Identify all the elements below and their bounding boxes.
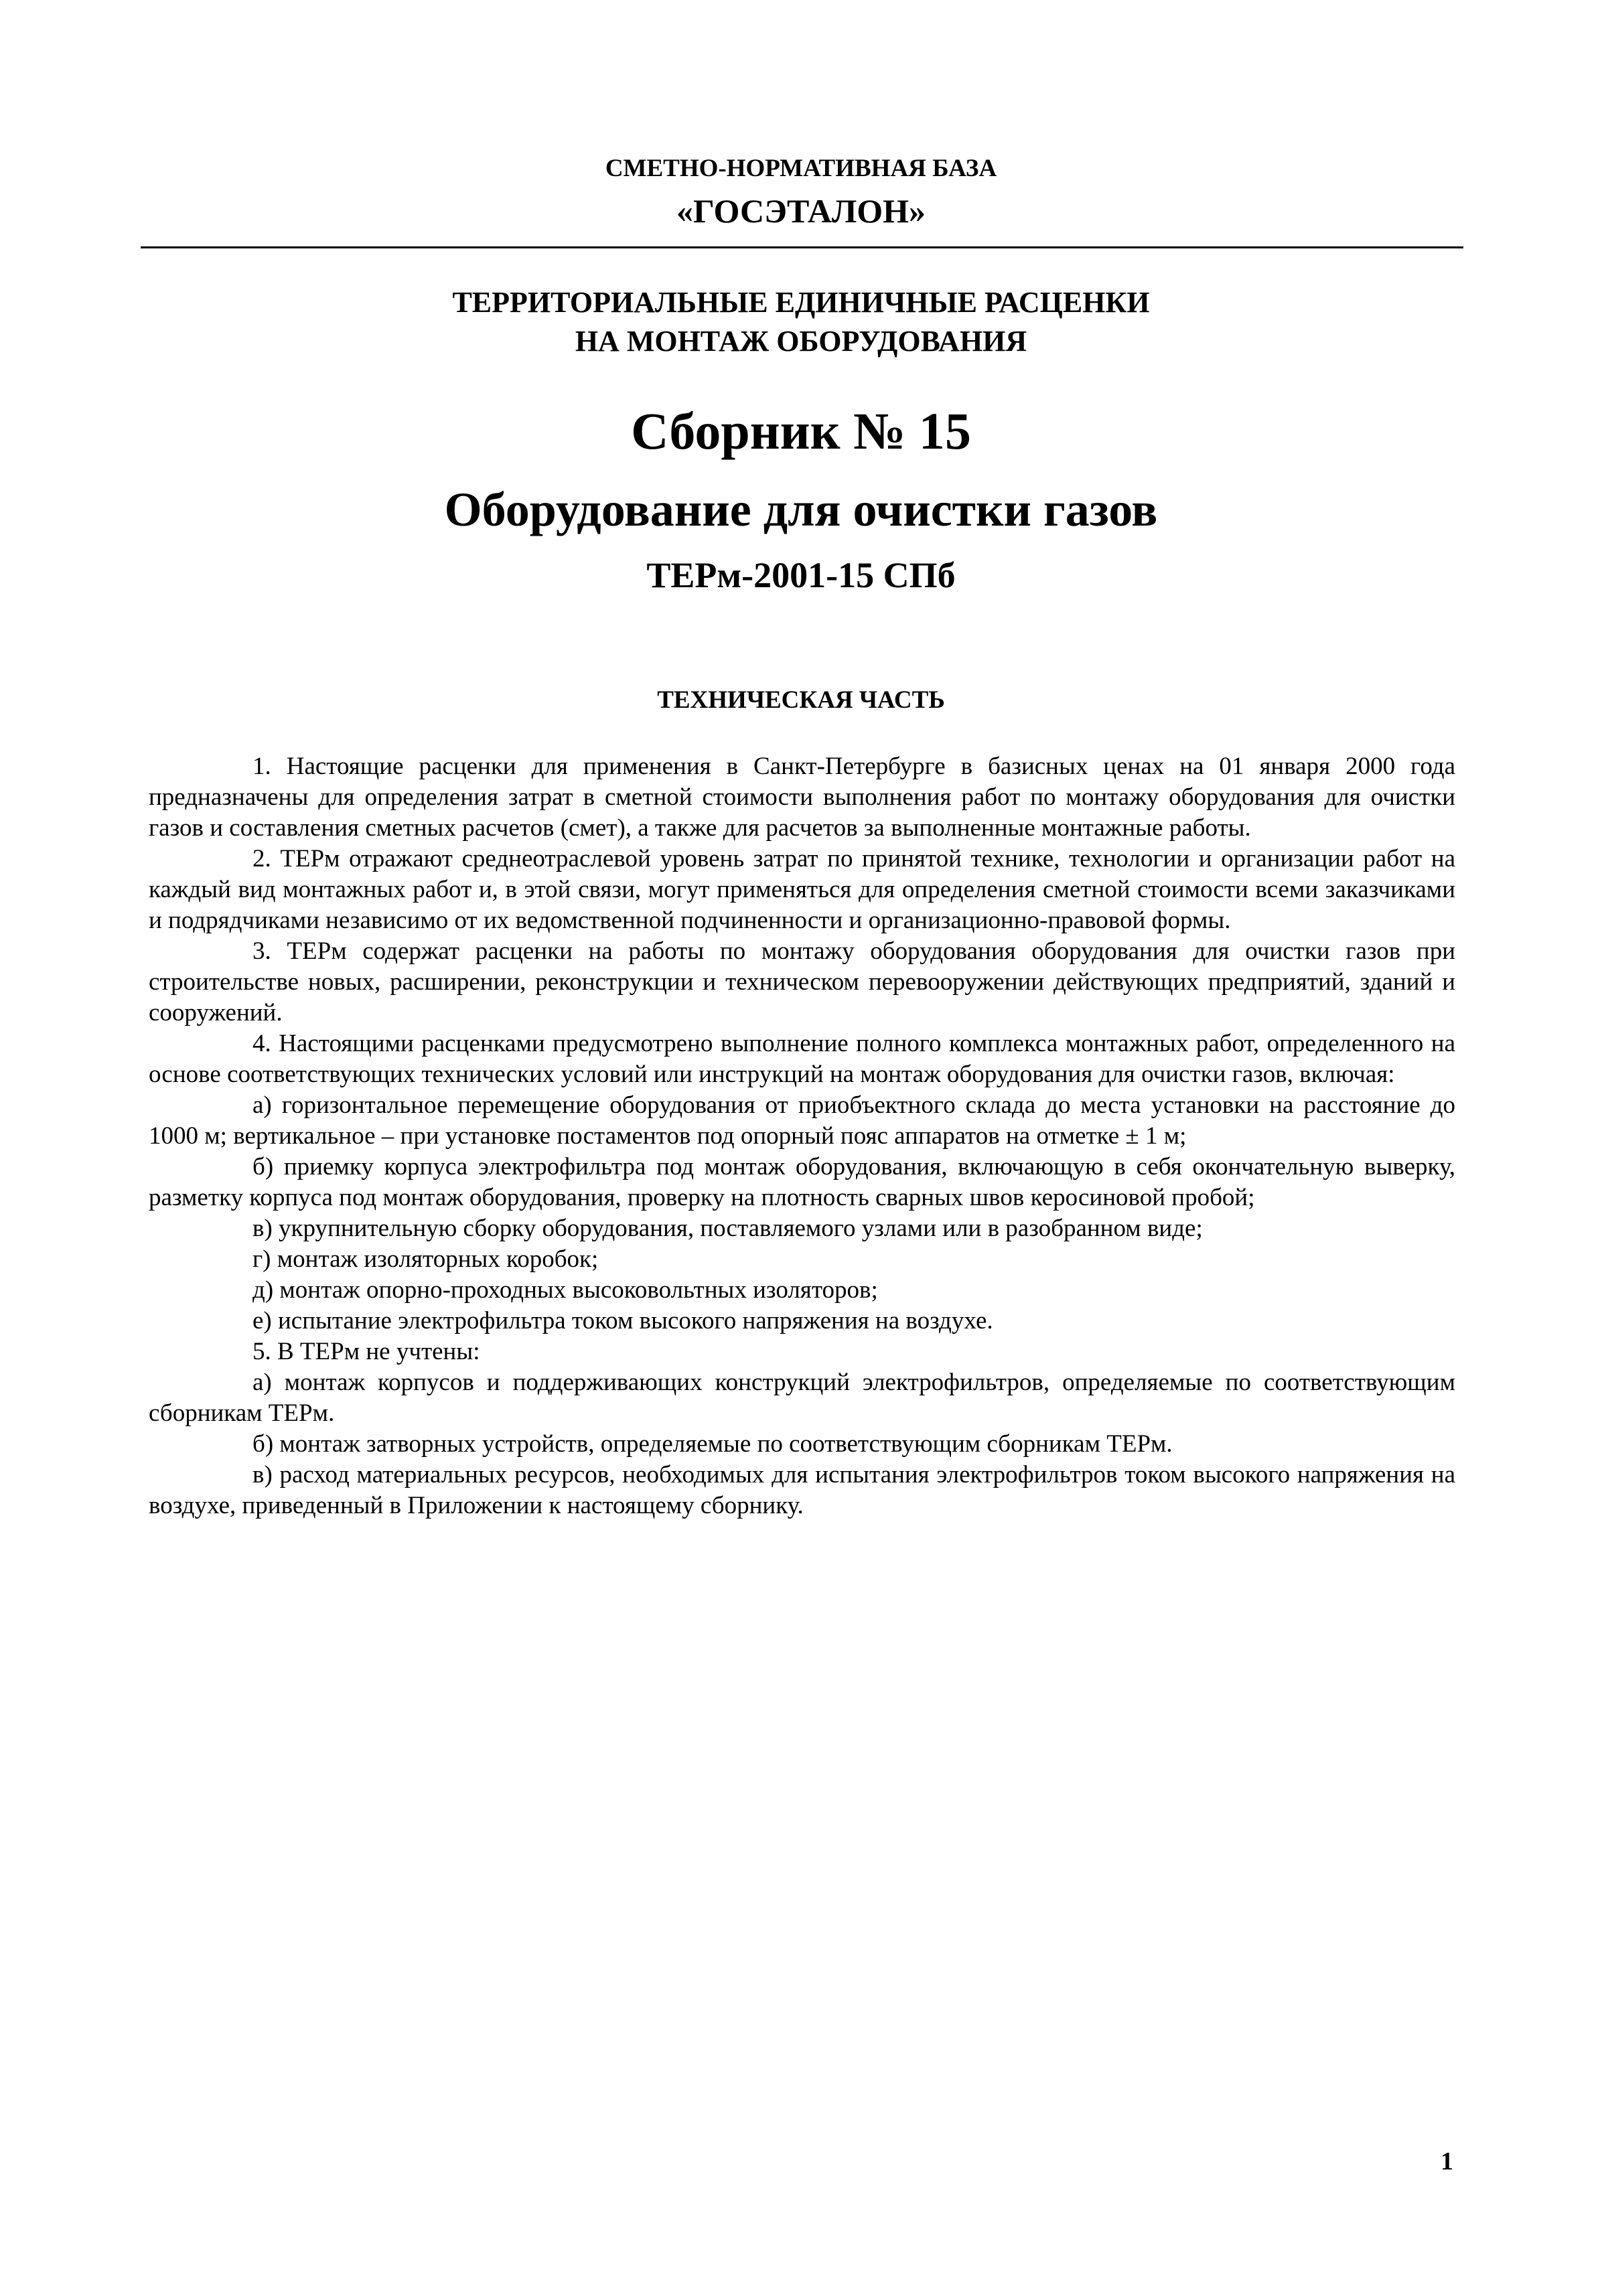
collection-code: ТЕРм-2001-15 СПб: [646, 555, 956, 595]
paragraph-1: 1. Настоящие расценки для применения в Санкт-Петербурге в базисных ценах на 01 января 2000 года предназначены для определения затрат в сметной стоимости выполнения работ по монтажу оборудования для очистки газов и составления сметных расчетов (смет), а также для расчетов за выполненные монтажные работы.: [149, 753, 1455, 842]
paragraph-4-item-a: а) горизонтальное перемещение оборудования от приобъектного склада до места установки на расстояние до 1000 м; вертикальное – при установке постаментов под опорный пояс аппаратов на отметке ± 1 м;: [149, 1091, 1455, 1150]
document-title-line-2: НА МОНТАЖ ОБОРУДОВАНИЯ: [575, 325, 1027, 358]
header-brand-name: «ГОСЭТАЛОН»: [676, 192, 926, 230]
header-base-title: СМЕТНО-НОРМАТИВНАЯ БАЗА: [605, 155, 997, 182]
paragraph-5-item-c: в) расход материальных ресурсов, необходимых для испытания электрофильтров током высокого напряжения на воздухе, приведенный в Приложении к настоящему сборнику.: [149, 1461, 1455, 1519]
technical-part-body: [149, 751, 1455, 1521]
collection-name: Оборудование для очистки газов: [444, 483, 1158, 536]
paragraph-5-item-a: а) монтаж корпусов и поддерживающих конструкций электрофильтров, определяемые по соответствующим сборникам ТЕРм.: [149, 1369, 1455, 1427]
document-title-line-1: ТЕРРИТОРИАЛЬНЫЕ ЕДИНИЧНЫЕ РАСЦЕНКИ: [452, 286, 1150, 319]
paragraph-4-item-b: б) приемку корпуса электрофильтра под монтаж оборудования, включающую в себя окончательную выверку, разметку корпуса под монтаж оборудования, проверку на плотность сварных швов керосиновой пробой;: [149, 1153, 1455, 1211]
paragraph-4-item-f: е) испытание электрофильтра током высокого напряжения на воздухе.: [252, 1307, 993, 1334]
paragraph-4-item-c: в) укрупнительную сборку оборудования, поставляемого узлами или в разобранном виде;: [252, 1215, 1203, 1242]
paragraph-2: 2. ТЕРм отражают среднеотраслевой уровень затрат по принятой технике, технологии и организации работ на каждый вид монтажных работ и, в этой связи, могут применяться для определения сметной стоимости всеми заказчиками и подрядчиками независимо от их ведомственной подчиненности и организационно-правовой формы.: [149, 845, 1455, 934]
collection-number: Сборник № 15: [631, 402, 971, 460]
section-title: ТЕХНИЧЕСКАЯ ЧАСТЬ: [657, 686, 945, 714]
paragraph-3: 3. ТЕРм содержат расценки на работы по монтажу оборудования оборудования для очистки газов при строительстве новых, расширении, реконструкции и техническом перевооружении действующих предприятий, зданий и сооружений.: [149, 937, 1455, 1026]
page-number: 1: [1441, 2147, 1453, 2175]
header-divider: [141, 246, 1463, 248]
paragraph-4: 4. Настоящими расценками предусмотрено выполнение полного комплекса монтажных работ, определенного на основе соответствующих технических условий или инструкций на монтаж оборудования для очистки газов, включая:: [149, 1030, 1455, 1088]
paragraph-4-item-e: д) монтаж опорно-проходных высоковольтных изоляторов;: [252, 1276, 878, 1304]
paragraph-5: 5. В ТЕРм не учтены:: [252, 1338, 480, 1365]
paragraph-5-item-b: б) монтаж затворных устройств, определяемые по соответствующим сборникам ТЕРм.: [252, 1430, 1173, 1458]
paragraph-4-item-d: г) монтаж изоляторных коробок;: [252, 1245, 599, 1273]
